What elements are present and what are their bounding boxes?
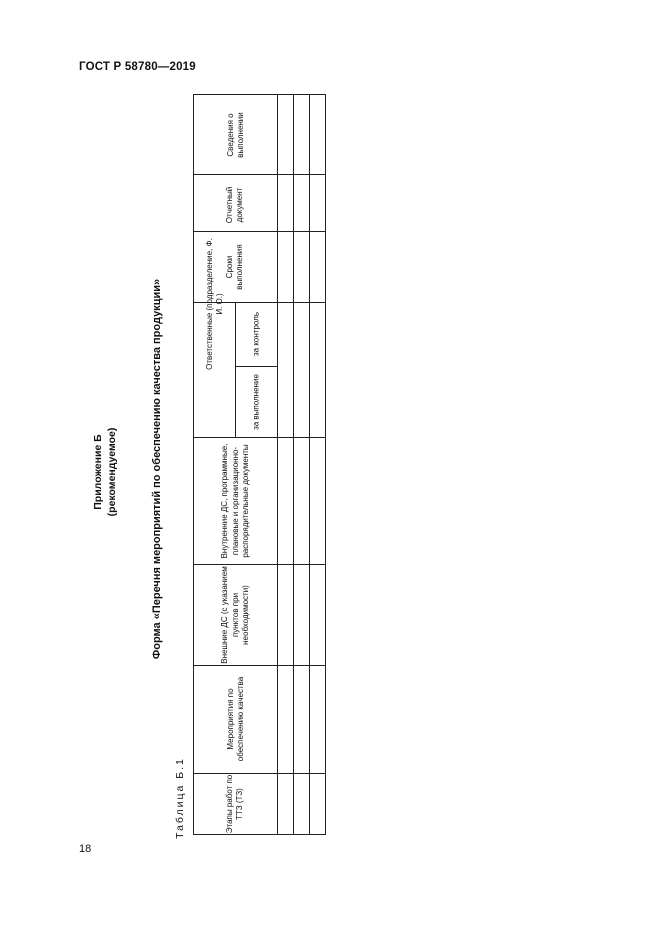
col-header-external-docs: Внешние ДС (с указанием пунктов при необходимости) xyxy=(219,566,250,664)
annex-status: (рекомендуемое) xyxy=(106,427,118,517)
form-title: Форма «Перечня мероприятий по обеспечению качества продукции» xyxy=(151,278,163,660)
col-header-quality-measures: Мероприятия по обеспечению качества xyxy=(225,676,245,762)
annex-name: Приложение Б xyxy=(92,434,104,510)
col-header-work-stages: Этапы работ по ТТЗ (ТЗ) xyxy=(224,774,244,834)
page-number: 18 xyxy=(79,843,92,855)
col-header-responsible: Ответственные (подразделение, Ф. И. О.) xyxy=(204,237,224,370)
col-header-internal-docs: Внутренние ДС, программные, плановые и организационно-распорядительные документы xyxy=(219,443,250,559)
col-header-report-document: Отчетный документ xyxy=(224,186,244,223)
subcol-header-for-control: за контроль xyxy=(251,311,261,357)
table-label: Таблица Б.1 xyxy=(174,757,186,839)
col-header-deadlines: Сроки выполнения xyxy=(224,244,244,290)
measures-table xyxy=(193,94,326,835)
col-header-information: Сведения о выполнении xyxy=(225,111,245,158)
subcol-header-for-execution: за выполнение xyxy=(251,374,261,430)
document-header: ГОСТ Р 58780—2019 xyxy=(79,61,196,73)
annex-title xyxy=(91,372,121,572)
